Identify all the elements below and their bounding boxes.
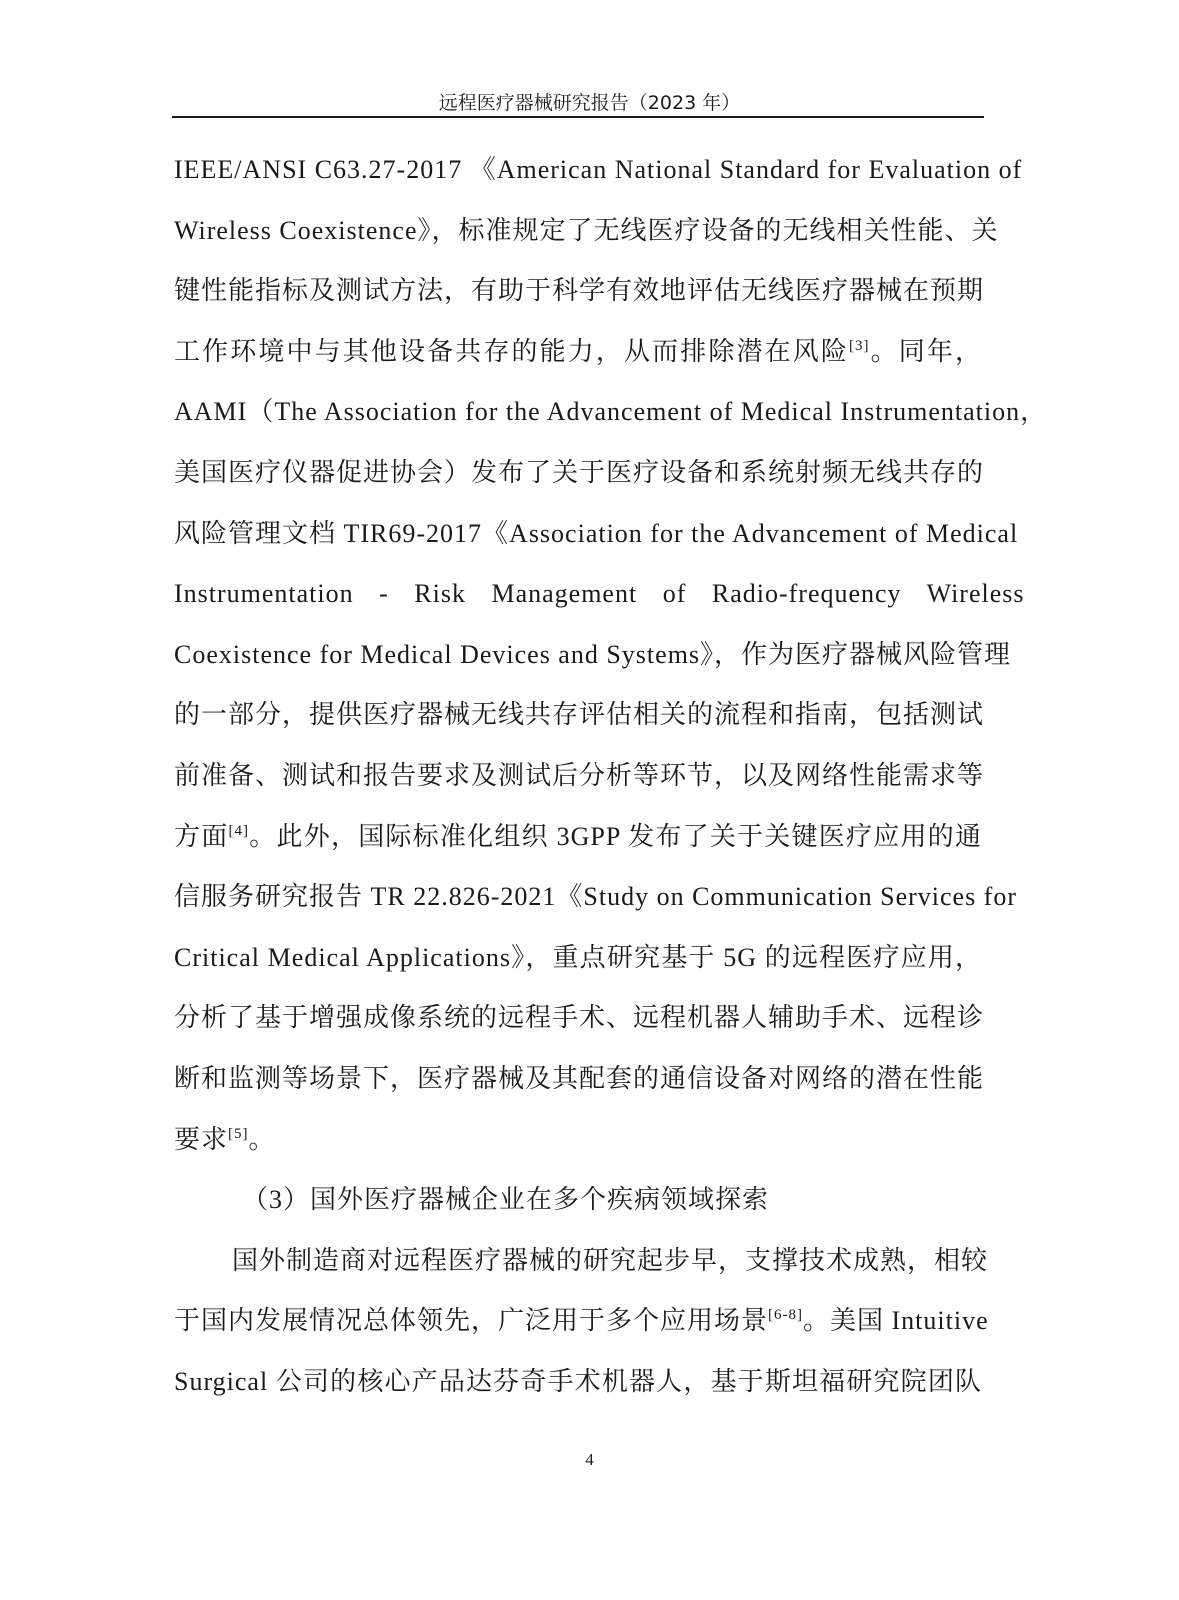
line-text: 要求 bbox=[174, 1124, 229, 1154]
text-line bbox=[174, 1231, 989, 1292]
section-heading: （3）国外医疗器械企业在多个疾病领域探索 bbox=[242, 1185, 770, 1215]
line-text: Instrumentation - Risk Management of Radio-frequency Wireless bbox=[174, 579, 1025, 609]
running-header-title: 远程医疗器械研究报告（2023 年） bbox=[438, 92, 741, 114]
line-text: 工作环境中与其他设备共存的能力，从而排除潜在风险 bbox=[174, 336, 849, 366]
line-text: AAMI（The Association for the Advancement of Medical Instrumentation， bbox=[174, 397, 1048, 427]
text-line bbox=[174, 625, 1012, 686]
line-text: 国外制造商对远程医疗器械的研究起步早，支撑技术成熟，相较 bbox=[232, 1245, 989, 1275]
text-line bbox=[174, 322, 982, 383]
line-text: 风险管理文档 TIR69-2017《Association for the Advancement of Medical bbox=[174, 518, 1019, 548]
line-text: 。此外，国际标准化组织 3GPP 发布了关于关键医疗应用的通 bbox=[248, 821, 982, 851]
text-line bbox=[174, 1352, 982, 1413]
line-text: 于国内发展情况总体领先，广泛用于多个应用场景 bbox=[174, 1306, 769, 1336]
line-text: 美国医疗仪器促进协会）发布了关于医疗设备和系统射频无线共存的 bbox=[174, 457, 985, 487]
line-text: 前准备、测试和报告要求及测试后分析等环节，以及网络性能需求等 bbox=[174, 760, 985, 790]
line-text: 的一部分，提供医疗器械无线共存评估相关的流程和指南，包括测试 bbox=[174, 700, 985, 730]
text-line bbox=[174, 443, 985, 504]
line-text: IEEE/ANSI C63.27-2017 《American National Standard for Evaluation of bbox=[174, 155, 1023, 184]
text-line bbox=[174, 504, 1019, 565]
line-text: Wireless Coexistence》，标准规定了无线医疗设备的无线相关性能、关 bbox=[174, 215, 999, 245]
text-line bbox=[174, 746, 985, 807]
line-text: Surgical 公司的核心产品达芬奇手术机器人，基于斯坦福研究院团队 bbox=[174, 1366, 982, 1396]
line-text: 断和监测等场景下，医疗器械及其配套的通信设备对网络的潜在性能 bbox=[174, 1063, 985, 1093]
text-line bbox=[174, 988, 985, 1049]
text-line bbox=[174, 261, 985, 322]
text-line bbox=[174, 807, 982, 868]
citation-ref: [5] bbox=[228, 1125, 249, 1142]
document-body bbox=[174, 140, 1048, 1412]
header-divider bbox=[172, 116, 984, 118]
text-line bbox=[174, 201, 999, 262]
line-text: 。同年， bbox=[869, 336, 982, 366]
line-text: 分析了基于增强成像系统的远程手术、远程机器人辅助手术、远程诊 bbox=[174, 1003, 985, 1033]
text-line bbox=[174, 140, 1023, 201]
line-text: 。 bbox=[248, 1124, 276, 1154]
text-line bbox=[174, 867, 1018, 928]
line-text: 。美国 Intuitive bbox=[803, 1306, 989, 1336]
citation-ref: [4] bbox=[228, 822, 249, 839]
text-line bbox=[174, 928, 982, 989]
text-line bbox=[174, 685, 985, 746]
line-text: Coexistence for Medical Devices and Systems》，作为医疗器械风险管理 bbox=[174, 639, 1012, 669]
citation-ref: [6-8] bbox=[768, 1307, 804, 1324]
text-line bbox=[174, 1049, 985, 1110]
text-line bbox=[174, 382, 1048, 443]
citation-ref: [3] bbox=[848, 337, 870, 354]
line-text: 键性能指标及测试方法，有助于科学有效地评估无线医疗器械在预期 bbox=[174, 276, 985, 306]
line-text: 方面 bbox=[174, 821, 229, 851]
line-text: 信服务研究报告 TR 22.826-2021《Study on Communication Services for bbox=[174, 882, 1018, 912]
text-line bbox=[174, 1110, 982, 1171]
text-line bbox=[174, 564, 1025, 625]
page-number: 4 bbox=[585, 1450, 594, 1469]
line-text: Critical Medical Applications》，重点研究基于 5G 的远程医疗应用， bbox=[174, 942, 982, 972]
text-line bbox=[174, 1291, 989, 1352]
